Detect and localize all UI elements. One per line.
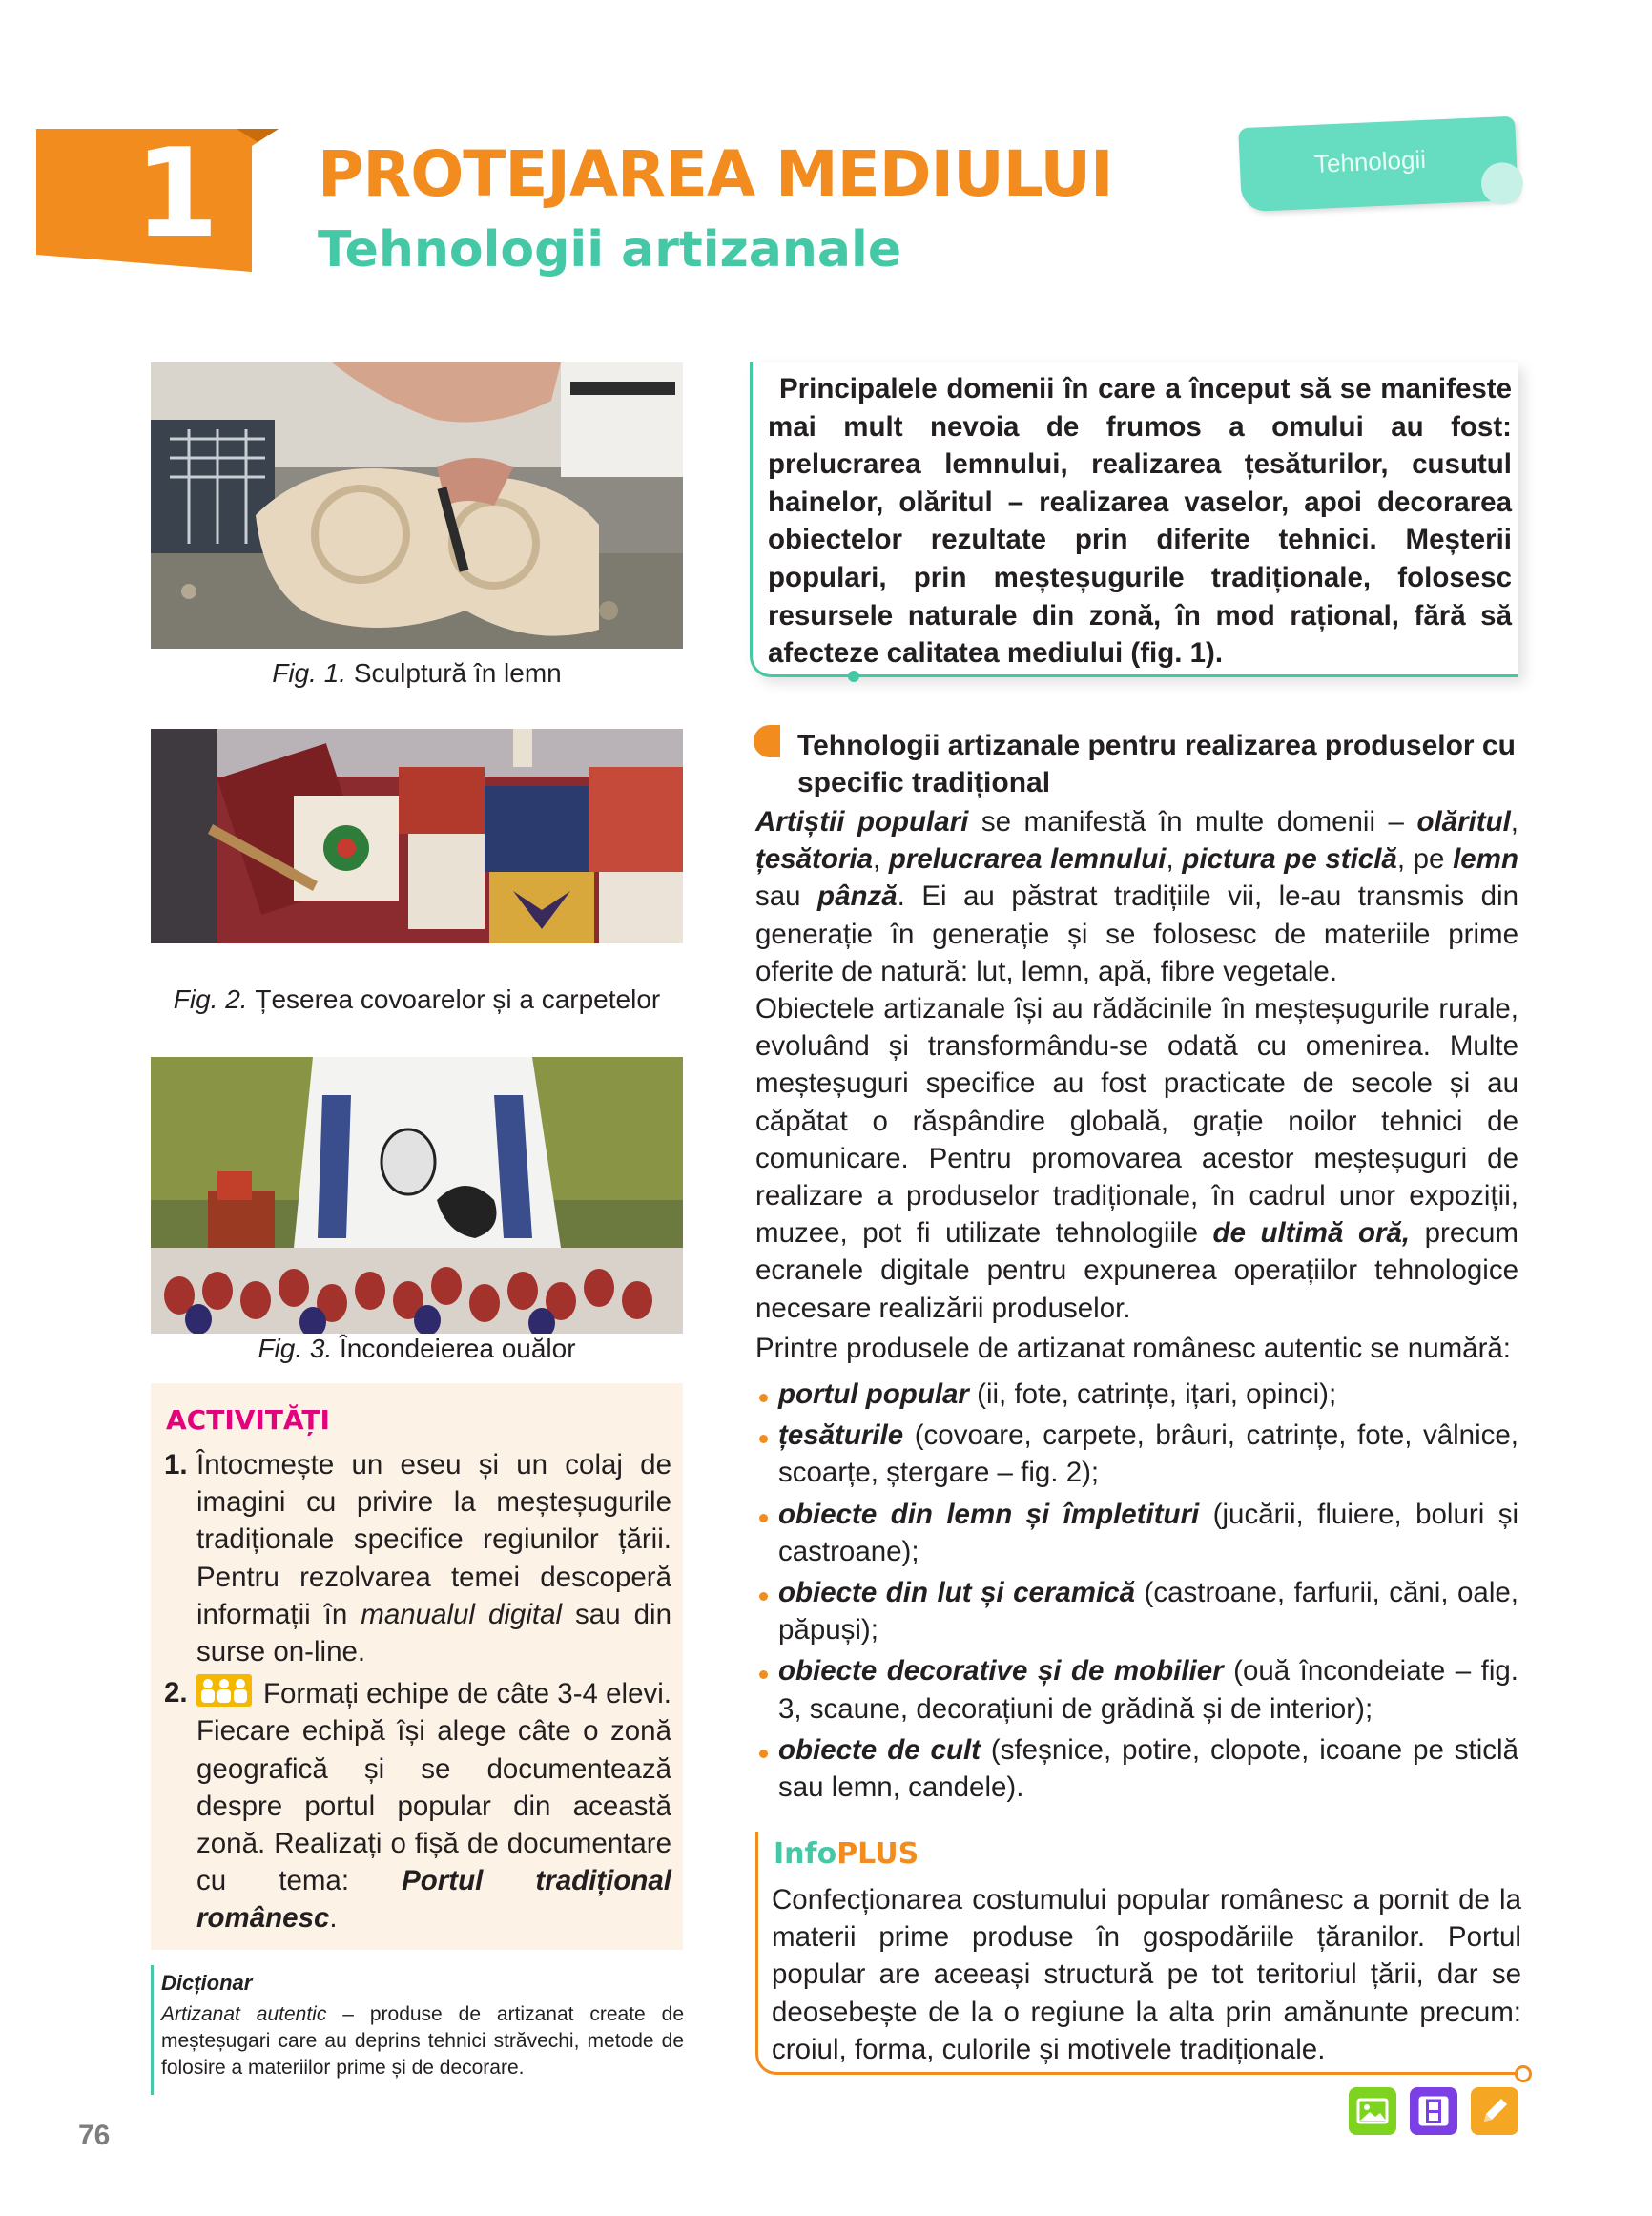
figure-3-caption-text: Încondeierea ouălor xyxy=(340,1334,576,1363)
dictionary-definition: – produse de artizanat create de meșteșugari care au deprins tehnici străvechi, metode de folosire a materiilor prime și de decorare. xyxy=(161,2003,685,2079)
infoplus-title-plus: PLUS xyxy=(836,1837,919,1871)
activity-item-1 xyxy=(164,1446,671,1670)
list-item-text: (castroane, farfurii, căni, oale, păpuși); xyxy=(778,1577,1518,1646)
page-curl-icon xyxy=(1480,161,1524,205)
text-span: Întocmește un eseu și un colaj de imagini cu privire la meșteșugurile tradiționale specifice regiunilor țării. Pentru rezolvarea temei descoperă informații în xyxy=(196,1449,671,1630)
chapter-number: 1 xyxy=(134,123,219,265)
list-item-term: țesăturile xyxy=(778,1419,904,1452)
text-span: , xyxy=(1166,843,1183,876)
figure-2-caption xyxy=(151,984,683,1015)
list-item-term: obiecte decorative și de mobilier xyxy=(778,1655,1224,1688)
dictionary-box xyxy=(151,1965,683,2095)
infoplus-text: Confecționarea costumului popular românesc a pornit de la materii prime produse în gospodăriile țăranilor. Portul popular are aceeași structură pe tot teritoriul țării, dar se deosebește de la o regiune la alta prin amănunte precum: croiul, forma, culorile și motivele tradiționale. xyxy=(772,1884,1521,2065)
text-span: sau din surse on-line. xyxy=(196,1598,671,1668)
section-paragraph-2 xyxy=(755,990,1518,1327)
products-list xyxy=(755,1376,1518,1810)
list-item xyxy=(755,1376,1518,1413)
text-span: Formați echipe de câte 3-4 elevi. Fiecare echipă își alege câte o zonă geografică și se documentează despre portul popular din această zonă. Realizați o fișă de documentare cu tema: xyxy=(196,1678,671,1897)
list-item-term: portul popular xyxy=(778,1378,969,1410)
list-item-text: (ii, fote, catrințe, ițari, opinci); xyxy=(968,1378,1337,1410)
list-item xyxy=(755,1574,1518,1648)
section-marker-icon xyxy=(754,725,780,757)
image-gallery-button[interactable] xyxy=(1349,2087,1396,2135)
term-manualul-digital: manualul digital xyxy=(361,1598,563,1630)
text-span: , xyxy=(872,843,889,876)
text-span: precum ecranele digitale pentru expunerea operațiilor tehnologice necesare realizării produselor. xyxy=(755,1217,1518,1324)
list-item xyxy=(755,1496,1518,1570)
figure-3-label: Fig. 3. xyxy=(258,1334,333,1363)
figure-1-caption xyxy=(151,658,683,689)
intro-dot xyxy=(848,671,859,682)
term-prelucrarea-lemnului: prelucrarea lemnului xyxy=(888,843,1167,876)
activity-item-2 xyxy=(164,1674,671,1936)
list-item-text: (covoare, carpete, brâuri, catrințe, fote, vâlnice, scoarțe, ștergare – fig. 2); xyxy=(778,1419,1518,1489)
video-button[interactable] xyxy=(1410,2087,1457,2135)
dictionary-term: Artizanat autentic xyxy=(161,2003,327,2025)
text-span: sau xyxy=(755,880,818,913)
image-icon xyxy=(1349,2087,1396,2135)
text-span: . Ei au păstrat tradițiile vii, le-au transmis din generație în generație și se folosesc de materiile prime oferite de natură: lut, lemn, apă, fibre vegetale. xyxy=(755,880,1519,987)
term-portul-traditional: Portul tradițional românesc xyxy=(196,1865,671,1935)
figure-2-photo xyxy=(151,729,683,943)
figure-3-photo xyxy=(151,1057,683,1334)
section-heading: Tehnologii artizanale pentru realizarea produselor cu specific tradițional xyxy=(797,730,1516,798)
term-tesatoria: țesătoria xyxy=(755,843,873,876)
dictionary-title: Dicționar xyxy=(161,1971,253,1995)
list-item-text: (jucării, fluiere, boluri și castroane); xyxy=(778,1498,1518,1567)
text-span: , pe xyxy=(1396,843,1454,876)
figure-1-label: Fig. 1. xyxy=(272,658,347,688)
page-subtitle: Tehnologii artizanale xyxy=(318,221,902,279)
subject-tab xyxy=(1238,116,1518,213)
section-paragraph-3: Printre produsele de artizanat românesc autentic se numără: xyxy=(755,1333,1512,1364)
list-item-term: obiecte de cult xyxy=(778,1733,981,1766)
term-pictura-pe-sticla: pictura pe sticlă xyxy=(1182,843,1397,876)
infoplus-title xyxy=(774,1837,919,1871)
activities-title: ACTIVITĂȚI xyxy=(166,1404,330,1436)
term-de-ultima-ora: de ultimă oră, xyxy=(1212,1217,1411,1250)
list-item-term: obiecte din lemn și împletituri xyxy=(778,1498,1200,1530)
list-item-term: obiecte din lut și ceramică xyxy=(778,1577,1136,1609)
activity-number: 1. xyxy=(164,1449,188,1481)
dictionary-entry xyxy=(161,2001,684,2081)
figure-2-caption-text: Țeserea covoarelor și a carpetelor xyxy=(255,984,661,1014)
list-item-text: (sfeșnice, potire, clopote, icoane pe sticlă sau lemn, candele). xyxy=(778,1733,1519,1804)
infoplus-title-info: Info xyxy=(774,1837,837,1871)
figure-2-label: Fig. 2. xyxy=(173,984,248,1014)
figure-3-caption xyxy=(151,1334,683,1364)
text-span: . xyxy=(329,1902,338,1935)
term-olaritul: olăritul xyxy=(1416,806,1511,838)
section-paragraph-1 xyxy=(755,803,1518,990)
intro-box xyxy=(750,362,1518,677)
term-panza: pânză xyxy=(817,880,898,913)
intro-text: Principalele domenii în care a început să se manifeste mai mult nevoia de frumos a omului au fost: prelucrarea lemnului, realizarea țesăturilor, cusutul hainelor, olăritul – realizarea vaselor, apoi decorarea obiectelor rezultate prin diferite tehnici. Meșterii populari, prin meșteșugurile tradiționale, folosesc resursele naturale din zonă, în mod rațional, fără să afecteze calitatea mediului (fig. 1). xyxy=(768,373,1512,670)
figure-1-caption-text: Sculptură în lemn xyxy=(353,658,562,688)
text-span: , xyxy=(1510,806,1518,838)
subject-tab-label: Tehnologii xyxy=(1313,144,1427,178)
exercise-button[interactable] xyxy=(1471,2087,1518,2135)
team-icon xyxy=(196,1674,252,1707)
pencil-icon xyxy=(1471,2087,1518,2135)
activities-box xyxy=(151,1383,683,1950)
term-lemn: lemn xyxy=(1453,843,1518,876)
page-title: PROTEJAREA MEDIULUI xyxy=(318,137,1113,211)
activities-list xyxy=(164,1446,671,1941)
list-item-text: (ouă încondeiate – fig. 3, scaune, decorațiuni de grădină și de interior); xyxy=(778,1655,1518,1725)
infoplus-ring-icon xyxy=(1515,2065,1532,2082)
infoplus-box xyxy=(755,1832,1521,2075)
film-icon xyxy=(1410,2087,1457,2135)
figure-1-photo xyxy=(151,362,683,649)
list-item xyxy=(755,1731,1518,1806)
term-artisti-populari: Artiștii populari xyxy=(755,806,969,838)
list-item xyxy=(755,1417,1518,1491)
text-span: Obiectele artizanale își au rădăcinile în meșteșugurile rurale, evoluând și transformându-se odată cu omenirea. Multe meșteșuguri specifice au fost practicate de secole și au căpătat o răspândire globală, grație noilor tehnici de comunicare. Pentru promovarea acestor meșteșuguri de realizare a produselor tradiționale, în cadrul unor expoziții, muzee, pot fi utilizate tehnologiile xyxy=(755,993,1518,1250)
text-span: se manifestă în multe domenii – xyxy=(968,806,1417,838)
page-number: 76 xyxy=(78,2120,111,2151)
activity-number: 2. xyxy=(164,1677,188,1709)
list-item xyxy=(755,1652,1518,1727)
